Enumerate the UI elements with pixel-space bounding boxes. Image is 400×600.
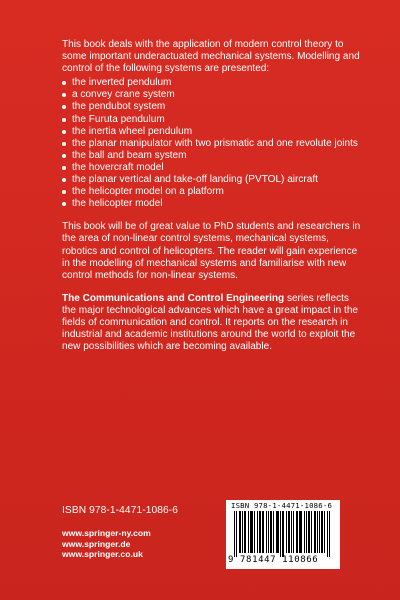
barcode-bar — [276, 511, 277, 553]
paragraph-spacer — [62, 282, 362, 293]
list-item-label: the planar vertical and take-off landing (PVTOL) aircraft — [72, 174, 318, 186]
isbn-text: ISBN 978-1-4471-1086-6 — [62, 505, 179, 516]
barcode-bar — [244, 511, 245, 553]
barcode-bar — [329, 511, 330, 557]
barcode-bar — [242, 511, 243, 553]
barcode-bar — [315, 511, 316, 553]
bullet-icon — [62, 105, 66, 109]
barcode-bar — [289, 511, 290, 553]
barcode-bar — [266, 511, 267, 553]
bullet-icon — [62, 118, 66, 122]
list-item — [62, 162, 362, 174]
barcode-bar — [321, 511, 322, 553]
barcode — [226, 500, 340, 569]
bullet-icon — [62, 190, 66, 194]
list-item — [62, 89, 362, 101]
barcode-bar — [282, 511, 283, 557]
barcode-bar — [301, 511, 302, 553]
list-item — [62, 77, 362, 89]
barcode-bar — [240, 511, 241, 553]
barcode-bar — [324, 511, 325, 553]
cover-text — [62, 39, 362, 353]
barcode-bar — [250, 511, 251, 553]
list-item — [62, 138, 362, 150]
barcode-bar — [251, 511, 252, 553]
barcode-bar — [236, 511, 237, 557]
list-item — [62, 174, 362, 186]
list-item-label: the helicopter model on a platform — [72, 186, 224, 198]
barcode-bar — [297, 511, 298, 553]
list-item — [62, 150, 362, 162]
publisher-urls — [62, 528, 151, 560]
barcode-bar — [317, 511, 318, 553]
bullet-icon — [62, 202, 66, 206]
barcode-bar — [257, 511, 258, 553]
barcode-bar — [252, 511, 253, 553]
barcode-bar — [278, 511, 279, 553]
list-item-label: the Furuta pendulum — [72, 113, 165, 125]
list-item-label: a convey crane system — [72, 89, 175, 101]
barcode-bars — [234, 511, 332, 557]
list-item — [62, 101, 362, 113]
list-item-label: the planar manipulator with two prismatic and one revolute joints — [72, 137, 358, 149]
audience-paragraph: This book will be of great value to PhD students and researchers in the area of non-linear control systems, mechanical systems, robotics and control of helicopters. The reader will gain experience in the modelling of mechanical systems and familiarise with new control methods for non-linear systems. — [62, 221, 361, 281]
series-description: series reflects the major technological advances which have a great impact in the fields of communication and control. It reports on the research in industrial and academic institutions around the world to exploit the new possibilities which are becoming available. — [62, 292, 358, 353]
barcode-bar — [300, 511, 301, 553]
barcode-bar — [254, 511, 255, 553]
bullet-icon — [62, 93, 66, 97]
list-item-label: the ball and beam system — [72, 149, 187, 161]
list-item — [62, 186, 362, 198]
barcode-bar — [293, 511, 294, 553]
barcode-bar — [239, 511, 240, 553]
barcode-bar — [260, 511, 261, 553]
list-item-label: the hovercraft model — [72, 161, 164, 173]
barcode-bar — [304, 511, 305, 553]
barcode-bar — [327, 511, 328, 557]
barcode-bar — [309, 511, 310, 553]
barcode-bar — [263, 511, 264, 553]
paragraph-spacer — [62, 210, 362, 221]
intro-paragraph: This book deals with the application of modern control theory to some important underactuated mechanical systems. Modelling and control of the following systems are presented: — [62, 39, 360, 75]
barcode-bar — [283, 511, 284, 557]
barcode-bar — [286, 511, 287, 553]
bullet-icon — [62, 142, 66, 146]
barcode-bar — [273, 511, 274, 553]
barcode-bar — [277, 511, 278, 553]
barcode-bar — [248, 511, 249, 553]
barcode-bar — [271, 511, 272, 553]
series-paragraph — [62, 293, 362, 353]
barcode-isbn-label: ISBN 978-1-4471-1086-6 — [231, 501, 333, 510]
list-item-label: the inertia wheel pendulum — [72, 125, 193, 137]
barcode-bar — [245, 511, 246, 553]
url-link: www.springer.co.uk — [62, 549, 143, 560]
barcode-bar — [291, 511, 292, 553]
bullet-icon — [62, 154, 66, 158]
barcode-bar — [288, 511, 289, 553]
bullet-icon — [62, 178, 66, 182]
systems-list — [62, 77, 362, 210]
barcode-bar — [268, 511, 269, 553]
bullet-icon — [62, 81, 66, 85]
barcode-bar — [270, 511, 271, 553]
series-name: The Communications and Control Engineering — [62, 292, 285, 304]
barcode-bar — [234, 511, 235, 557]
barcode-bar — [280, 511, 281, 557]
barcode-bar — [319, 511, 320, 553]
barcode-bar — [311, 511, 312, 553]
barcode-bar — [299, 511, 300, 553]
barcode-number: 9 781447 110866 — [228, 555, 319, 565]
list-item — [62, 126, 362, 138]
url-link: www.springer.de — [62, 538, 131, 549]
url-link: www.springer-ny.com — [62, 528, 151, 538]
barcode-bar — [314, 511, 315, 553]
bullet-icon — [62, 130, 66, 134]
barcode-bar — [262, 511, 263, 553]
barcode-bar — [259, 511, 260, 553]
barcode-bar — [308, 511, 309, 553]
list-item — [62, 198, 362, 210]
barcode-bar — [322, 511, 323, 553]
list-item-label: the inverted pendulum — [72, 77, 172, 89]
list-item — [62, 114, 362, 126]
bullet-icon — [62, 166, 66, 170]
barcode-bar — [306, 511, 307, 553]
list-item-label: the helicopter model — [72, 198, 163, 210]
barcode-bar — [296, 511, 297, 553]
list-item-label: the pendubot system — [72, 101, 166, 113]
